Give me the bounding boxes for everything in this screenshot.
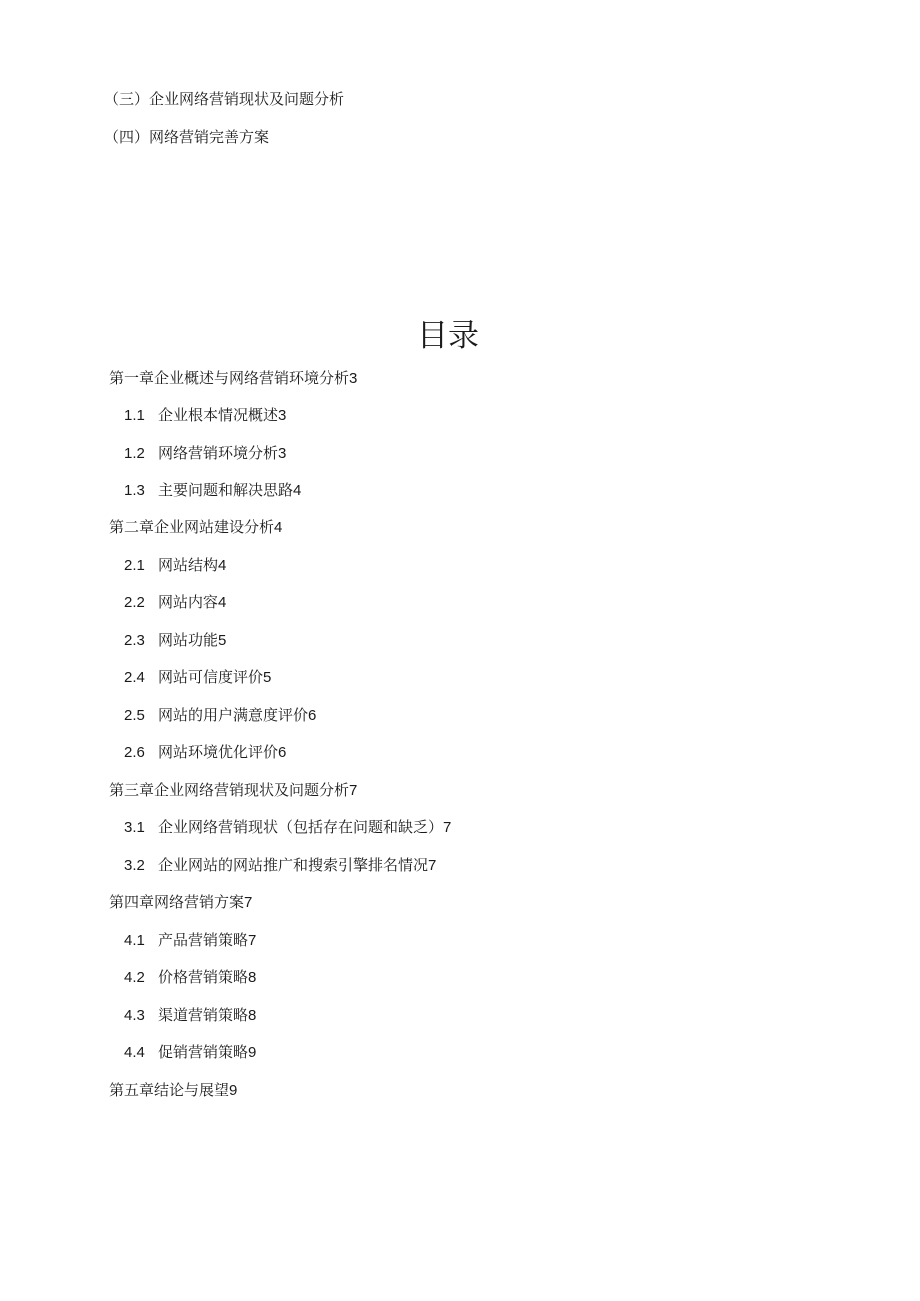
toc-page-number: 3 (278, 445, 287, 462)
toc-entry-text: 网站结构 (158, 556, 219, 574)
toc-section-number: 1.1 (124, 407, 145, 424)
toc-entry-text: 促销营销策略 (158, 1043, 249, 1061)
toc-section-number: 2.3 (124, 632, 145, 649)
toc-chapter-3[interactable] (109, 780, 357, 801)
toc-page-number: 7 (349, 782, 358, 799)
toc-section-4-2[interactable] (124, 967, 256, 988)
toc-chapter-2[interactable] (109, 517, 282, 538)
previous-section-heading-4: （四）网络营销完善方案 (104, 128, 270, 146)
toc-section-2-6[interactable] (124, 742, 286, 763)
toc-entry-text: 网站内容 (158, 593, 219, 611)
toc-section-number: 1.2 (124, 445, 145, 462)
toc-section-number: 3.1 (124, 819, 145, 836)
toc-title: 目录 (417, 318, 479, 354)
toc-section-1-3[interactable] (124, 480, 301, 501)
toc-entry-text: 主要问题和解决思路 (158, 481, 294, 499)
toc-page-number: 9 (229, 1082, 238, 1099)
toc-page-number: 7 (248, 932, 257, 949)
toc-entry-text: 网站功能 (158, 631, 219, 649)
toc-page-number: 6 (308, 707, 317, 724)
toc-entry-text: 第二章企业网站建设分析 (109, 518, 275, 536)
toc-page-number: 4 (218, 557, 227, 574)
toc-section-2-1[interactable] (124, 555, 226, 576)
toc-entry-text: 第四章网络营销方案 (109, 893, 245, 911)
toc-section-4-4[interactable] (124, 1042, 256, 1063)
toc-page-number: 4 (293, 482, 302, 499)
toc-section-number: 4.3 (124, 1007, 145, 1024)
toc-section-number: 2.1 (124, 557, 145, 574)
toc-section-number: 2.2 (124, 594, 145, 611)
toc-section-4-3[interactable] (124, 1005, 256, 1026)
toc-section-number: 2.5 (124, 707, 145, 724)
toc-chapter-4[interactable] (109, 892, 252, 913)
toc-page-number: 3 (278, 407, 287, 424)
toc-entry-text: 渠道营销策略 (158, 1006, 249, 1024)
toc-section-2-5[interactable] (124, 705, 316, 726)
toc-section-number: 3.2 (124, 857, 145, 874)
toc-section-number: 2.6 (124, 744, 145, 761)
toc-entry-text: 企业网络营销现状（包括存在问题和缺乏） (158, 818, 444, 836)
toc-page-number: 7 (244, 894, 253, 911)
toc-page-number: 3 (349, 370, 358, 387)
toc-section-number: 2.4 (124, 669, 145, 686)
toc-section-2-4[interactable] (124, 667, 271, 688)
previous-section-heading-3: （三）企业网络营销现状及问题分析 (104, 90, 345, 108)
toc-entry-text: 企业网站的网站推广和搜索引擎排名情况 (158, 856, 429, 874)
toc-section-2-3[interactable] (124, 630, 226, 651)
toc-page-number: 5 (218, 632, 227, 649)
toc-entry-text: 企业根本情况概述 (158, 406, 279, 424)
toc-entry-text: 网站的用户满意度评价 (158, 706, 309, 724)
toc-entry-text: 网站环境优化评价 (158, 743, 279, 761)
toc-entry-text: 网络营销环境分析 (158, 444, 279, 462)
toc-section-3-1[interactable] (124, 817, 451, 838)
toc-entry-text: 网站可信度评价 (158, 668, 264, 686)
toc-section-1-2[interactable] (124, 443, 286, 464)
toc-section-number: 1.3 (124, 482, 145, 499)
toc-page-number: 5 (263, 669, 272, 686)
toc-chapter-1[interactable] (109, 368, 357, 389)
toc-page-number: 7 (428, 857, 437, 874)
toc-page-number: 7 (443, 819, 452, 836)
toc-section-number: 4.1 (124, 932, 145, 949)
toc-section-number: 4.4 (124, 1044, 145, 1061)
toc-section-number: 4.2 (124, 969, 145, 986)
toc-page-number: 4 (274, 519, 283, 536)
toc-chapter-5[interactable] (109, 1080, 237, 1101)
toc-entry-text: 第五章结论与展望 (109, 1081, 230, 1099)
toc-entry-text: 第一章企业概述与网络营销环境分析 (109, 369, 350, 387)
toc-section-1-1[interactable] (124, 405, 286, 426)
toc-section-3-2[interactable] (124, 855, 436, 876)
toc-section-4-1[interactable] (124, 930, 256, 951)
toc-page-number: 4 (218, 594, 227, 611)
toc-entry-text: 产品营销策略 (158, 931, 249, 949)
toc-page-number: 8 (248, 969, 257, 986)
toc-page-number: 9 (248, 1044, 257, 1061)
toc-section-2-2[interactable] (124, 592, 226, 613)
toc-page-number: 6 (278, 744, 287, 761)
toc-entry-text: 第三章企业网络营销现状及问题分析 (109, 781, 350, 799)
toc-page-number: 8 (248, 1007, 257, 1024)
toc-entry-text: 价格营销策略 (158, 968, 249, 986)
